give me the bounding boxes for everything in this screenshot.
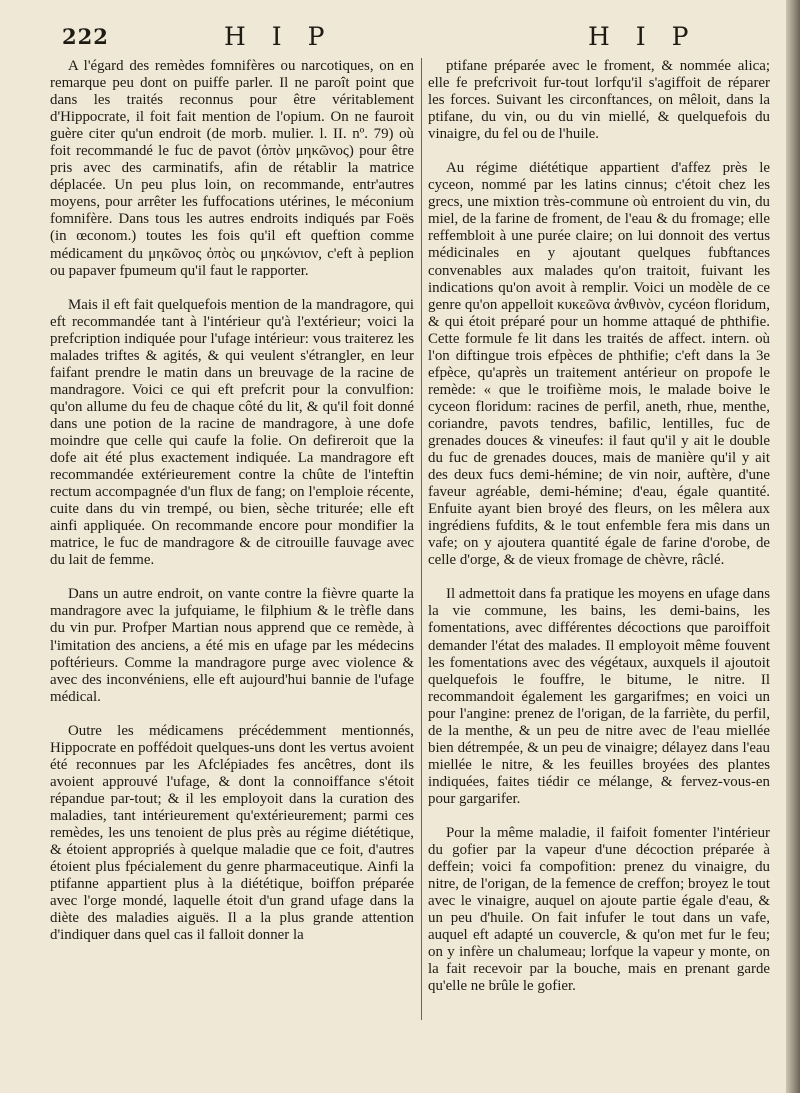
paragraph: Mais il eft fait quelquefois mention de la mandragore, qui eft recommandée tant à l'intérieur qu'à l'extérieur; voici la prefcription indiquée pour l'ufage intérieur: vous traiterez les malades triftes & agités, & qui veulent s'étrangler, en leur faifant prendre le matin dans un breuvage de la racine de mandragore. Voici ce qui eft prefcrit pour la convulfion: qu'on allume du feu de chaque côté du lit, & qu'il foit donné dans une potion de la racine de mandragore, à une dofe moindre que celle qui caufe la folie. On defireroit que la dofe ait été plus exactement indiquée. La mandragore eft recommandée extérieurement contre la chûte de l'inteftin rectum accompagnée d'un flux de fang; on l'emploie récente, cuite dans du vin trempé, ou bien, sèche triturée; elle eft ainfi appliquée. On recommande encore pour mondifier la matrice, le fuc de mandragore & de citrouille fauvage avec du lait de femme. [50, 296, 414, 569]
paragraph: ptifane préparée avec le froment, & nommée alica; elle fe prefcrivoit fur-tout lorfqu'il s'agiffoit de réparer les forces. Suivant les circonftances, on mêloit, dans la ptifane, du vin, ou du vin miellé, & quelquefois du vinaigre, du fel ou de l'huile. [428, 58, 770, 143]
right-column [428, 58, 770, 995]
column-divider [421, 58, 422, 1020]
page-edge [786, 0, 800, 1093]
left-column [50, 58, 414, 944]
running-head-right: H I P [588, 22, 698, 51]
page-number: 222 [62, 24, 109, 49]
running-head-left: H I P [224, 22, 334, 51]
paragraph: Dans un autre endroit, on vante contre la fièvre quarte la mandragore avec la jufquiame, le filphium & le trèfle dans du vin pur. Profper Martian nous apprend que ce remède, à l'imitation des anciens, a été mis en ufage par les médecins poftérieurs. Comme la mandragore purge avec violence & avec des inconvéniens, elle eft aujourd'hui bannie de l'ufage médical. [50, 586, 414, 705]
page-header [0, 22, 800, 52]
paragraph: Pour la même maladie, il faifoit fomenter l'intérieur du gofier par la vapeur d'une décoction préparée à deffein; voici fa compofition: prenez du vinaigre, du nitre, de l'origan, de la femence de creffon; broyez le tout avec le vinaigre, auquel on ajoute partie égale d'eau, & un peu d'huile. On fait infufer le tout dans un vafe, auquel eft adapté un couvercle, & qu'on met fur le feu; on y infère un chalumeau; lorfque la vapeur y monte, on la fait recevoir par la bouche, mais en prenant garde qu'elle ne brûle le gofier. [428, 824, 770, 995]
paragraph: Outre les médicamens précédemment mentionnés, Hippocrate en poffédoit quelques-uns dont les vertus avoient été reconnues par les Afclépiades fes ancêtres, dont ils avoient approuvé l'ufage, & dont la connoiffance s'étoit répandue par-tout; & il les employoit dans la curation des maladies, tant intérieurement qu'extérieurement; parmi ces remèdes, les uns tenoient de plus près au régime diététique, & étoient appropriés à quelque maladie que ce foit, d'autres étoient plus fpécialement du genre pharmaceutique. Ainfi la ptifanne appartient plus à la diététique, boiffon préparée avec l'orge mondé, laquelle étoit d'un grand ufage dans la diète des maladies aiguës. Il a la plus grande attention d'indiquer dans quel cas il falloit donner la [50, 722, 414, 944]
paragraph: Au régime diététique appartient d'affez près le cyceon, nommé par les latins cinnus; c'étoit chez les grecs, une mixtion très-commune où entroient du vin, du miel, de la farine de froment, de l'eau & du fromage; elle reffembloit à une purée claire; on lui donnoit des vertus médicinales en y ajoutant quelques fubftances convenables aux malades qu'on traitoit, fuivant les indications qu'on avoit à remplir. Voici un modèle de ce genre qu'on appelloit κυκεῶνα ἀνθινὸν, cycéon floridum, & qui étoit préparé pour un homme attaqué de phthifie. Cette formule fe lit dans les traités de affect. intern. où l'on diftingue trois efpèces de phthifie; c'eft dans la 3e efpèce, qu'après un traitement antérieur on propofe le remède: « que le troifième mois, le malade boive le cyceon floridum: racines de perfil, aneth, rhue, menthe, coriandre, pavots tendres, bafilic, lentilles, fuc de grenades douces & vineufes: il faut qu'il y ait le double du fuc de grenades douces, mais de manière qu'il y ait des deux fucs demi-hémine; de vin noir, auftère, d'une faveur agréable, demi-hémine; d'eau, égale quantité. Enfuite ayant bien broyé des fleurs, on les mêlera aux ingrédiens fufdits, & le tout enfemble fera mis dans un vafe; on y ajoutera quantité égale de farine d'orobe, de celle d'orge, & de vieux fromage de chèvre, râclé. [428, 160, 770, 569]
paragraph: Il admettoit dans fa pratique les moyens en ufage dans la vie commune, les bains, les demi-bains, les fomentations, avec différentes décoctions que paroiffoit demander l'état des malades. Il employoit même fouvent les fomentations avec des végétaux, auxquels il ajoutoit quelquefois le fouffre, le bitume, le nitre. Il recommandoit également les gargarifmes; en voici un pour l'angine: prenez de l'origan, de la farriète, du perfil, de la menthe, & un peu de nitre avec de l'eau miellée bien détrempée, & un peu de vinaigre; délayez dans l'eau miellée le nitre, & les feuilles broyées des plantes indiquées, faites tiédir ce mélange, & fervez-vous-en pour gargarifer. [428, 586, 770, 807]
paragraph: A l'égard des remèdes fomnifères ou narcotiques, on en remarque peu dont on puiffe parler. Il ne paroît point que dans les traités reconnus pour être véritablement d'Hippocrate, il foit fait mention de l'opium. On ne fauroit guère citer qu'un endroit (de morb. mulier. l. II. nº. 79) où foit recommandé le fuc de pavot (ὀπὸν μηκῶνος) pour être pris avec des carminatifs, afin de rétablir la matrice déplacée. Un peu plus loin, on recommande, entr'autres moyens, pour arrêter les fuffocations utérines, le méconium fomnifère. Dans tous les autres endroits indiqués par Foës (in œconom.) toutes les fois qu'il eft queftion comme médicament du μηκῶνος ὀπὸς ou μηκώνιον, c'eft à peplion ou papaver fpumeum qu'il faut le rapporter. [50, 58, 414, 279]
